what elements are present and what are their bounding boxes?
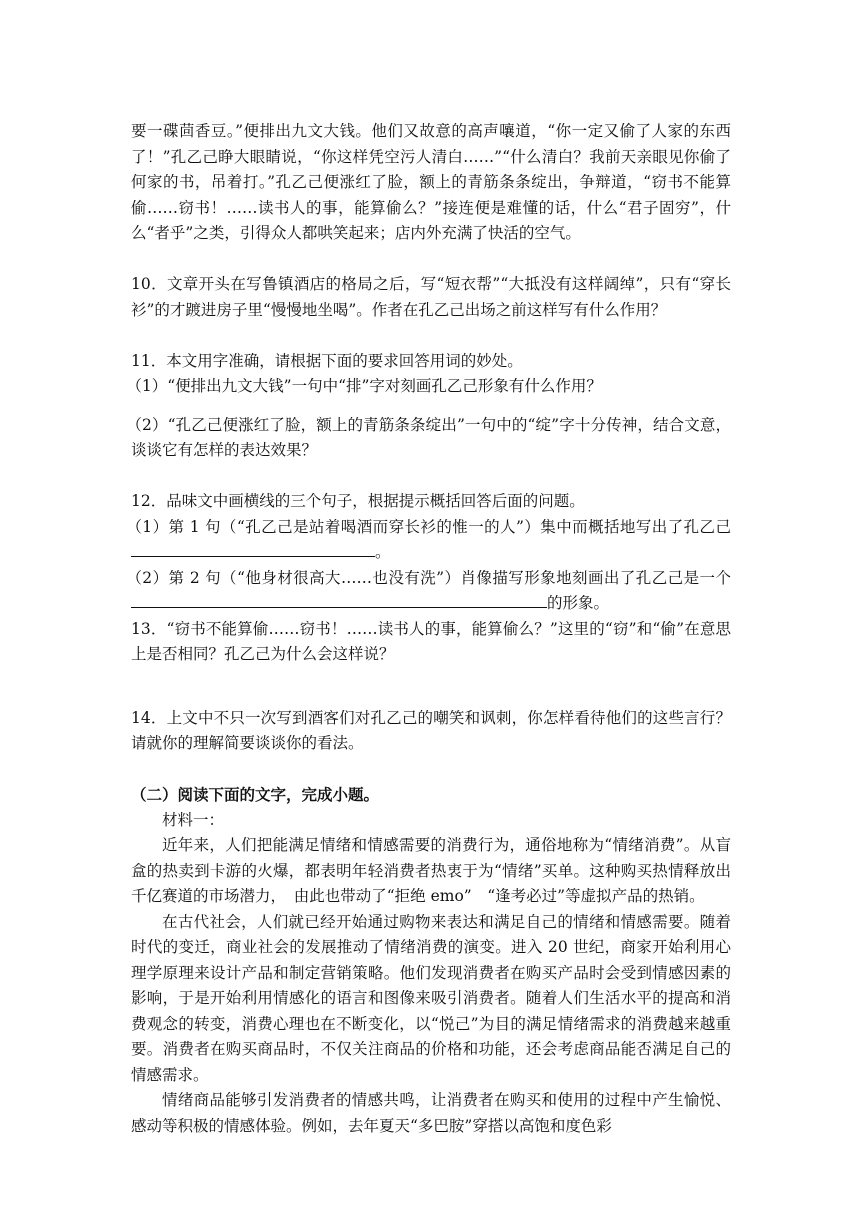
question-10: 10．文章开头在写鲁镇酒店的格局之后，写“短衣帮”“大抵没有这样阔绰”，只有“穿长衫”的才踱进房子里“慢慢地坐喝”。作者在孔乙己出场之前这样写有什么作用？ [131, 275, 731, 319]
question-12-part-1 [126, 515, 731, 566]
document-body [126, 119, 731, 1139]
question-12-part-2 [126, 566, 731, 617]
section-2-heading: （二）阅读下面的文字，完成小题。 [131, 785, 380, 804]
question-13: 13．“窃书不能算偷……窃书！……读书人的事，能算偷么？”这里的“窃”和“偷”在意思上是否相同？孔乙己为什么会这样说？ [131, 619, 731, 663]
question-11-part-1: （1）“便排出九文大钱”一句中“排”字对刻画孔乙己形象有什么作用？ [126, 377, 602, 395]
question-12-part-1-end: 。 [375, 543, 391, 561]
question-12-part-1-text: （1）第 1 句（“孔乙己是站着喝酒而穿长衫的惟一的人”）集中而概括地写出了孔乙己 [126, 517, 731, 536]
question-11: 11．本文用字准确，请根据下面的要求回答用词的妙处。 [131, 351, 523, 370]
material-paragraph-1: 近年来，人们把能满足情绪和情感需要的消费行为，通俗地称为“情绪消费”。从盲盒的热卖到卡游的火爆，都表明年轻消费者热衷于为“情绪”买单。这种购买热情释放出千亿赛道的市场潜力， 由此也带动了“拒绝 emo” “逢考必过”等虚拟产品的热销。 [131, 836, 731, 905]
material-paragraph-2: 在古代社会，人们就已经开始通过购物来表达和满足自己的情绪和情感需要。随着时代的变迁，商业社会的发展推动了情绪消费的演变。进入 20 世纪，商家开始利用心理学原理来设计产品和制定营销策略。他们发现消费者在购买产品时会受到情感因素的影响，于是开始利用情感化的语言和图像来吸引消费者。随着人们生活水平的提高和消费观念的转变，消费心理也在不断变化，以“悦己”为目的满足情绪需求的消费越来越重要。消费者在购买商品时，不仅关注商品的价格和功能，还会考虑商品能否满足自己的情感需求。 [131, 912, 731, 1084]
question-11-part-2: （2）“孔乙己便涨红了脸，额上的青筋条条绽出”一句中的“绽”字十分传神，结合文意，谈谈它有怎样的表达效果？ [126, 415, 731, 459]
question-14: 14．上文中不只一次写到酒客们对孔乙己的嘲笑和讽刺，你怎样看待他们的这些言行？请就你的理解简要谈谈你的看法。 [131, 708, 731, 752]
material-label: 材料一： [162, 810, 225, 829]
question-12: 12．品味文中画横线的三个句子，根据提示概括回答后面的问题。 [131, 492, 585, 510]
material-paragraph-3: 情绪商品能够引发消费者的情感共鸣，让消费者在购买和使用的过程中产生愉悦、感动等积极的情感体验。例如，去年夏天“多巴胺”穿搭以高饱和度色彩 [131, 1091, 731, 1135]
question-12-part-2-end: 的形象。 [547, 594, 610, 612]
answer-blank-2[interactable] [131, 591, 547, 608]
answer-blank-1[interactable] [131, 540, 375, 557]
passage-paragraph: 要一碟茴香豆。”便排出九文大钱。他们又故意的高声嚷道，“你一定又偷了人家的东西了！”孔乙己睁大眼睛说，“你这样凭空污人清白……”“什么清白？我前天亲眼见你偷了何家的书，吊着打。”孔乙己便涨红了脸，额上的青筋条条绽出，争辩道，“窃书不能算偷……窃书！……读书人的事，能算偷么？”接连便是难懂的话，什么“君子固穷”，什么“者乎”之类，引得众人都哄笑起来；店内外充满了快活的空气。 [131, 122, 731, 242]
question-12-part-2-text: （2）第 2 句（“他身材很高大……也没有洗”）肖像描写形象地刻画出了孔乙己是一个 [126, 568, 731, 587]
